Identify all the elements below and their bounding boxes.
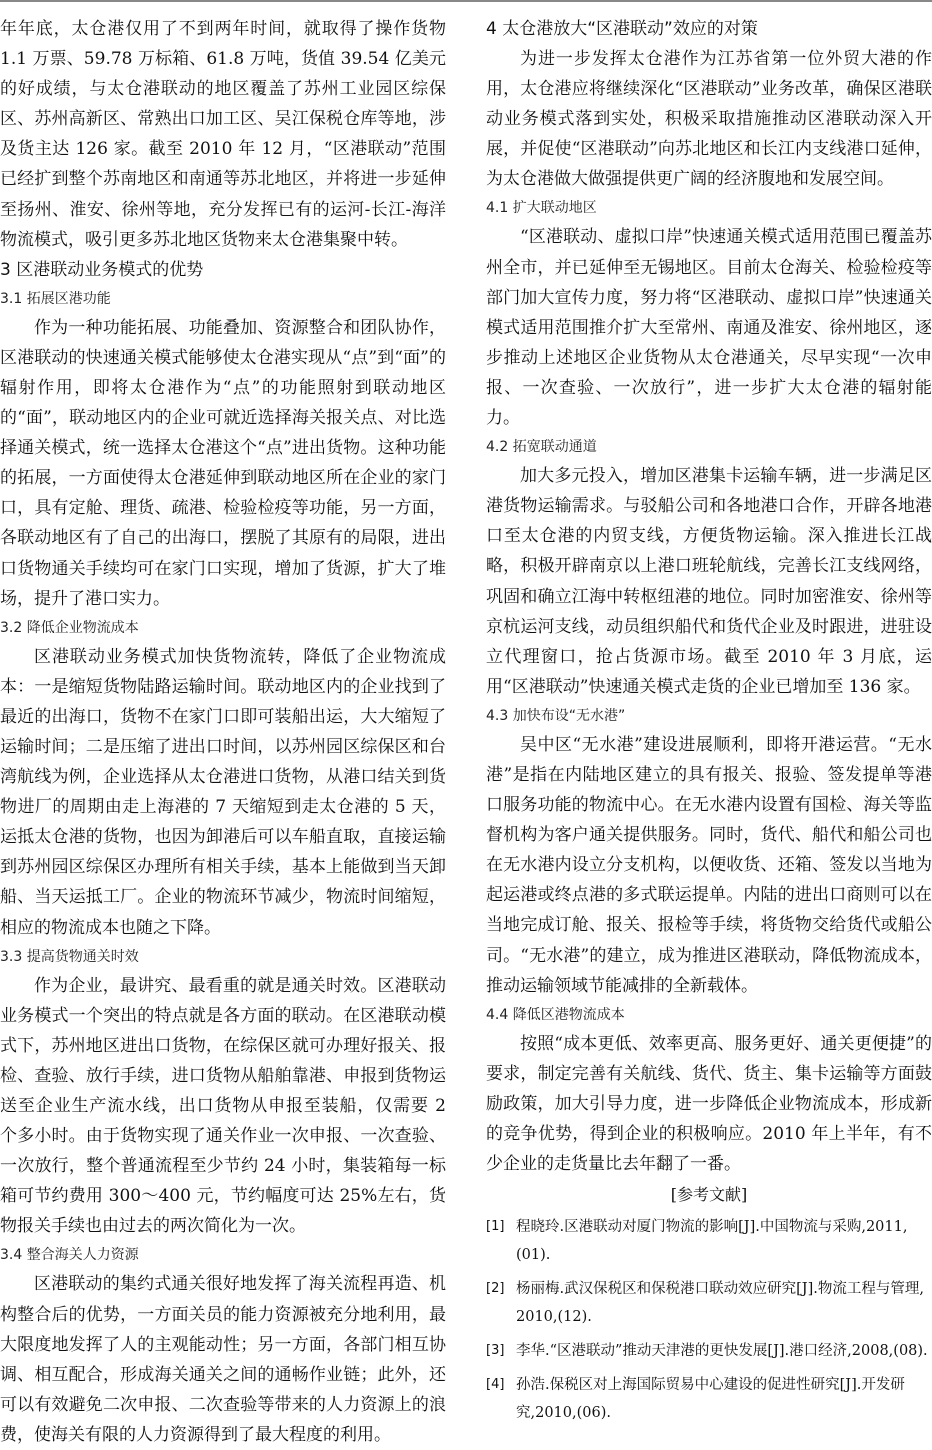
- subsection-4-1-heading: 4.1 扩大联动地区: [486, 200, 597, 217]
- left-column: [0, 14, 446, 1450]
- subsection-3-3-heading: 3.3 提高货物通关时效: [0, 948, 139, 965]
- subsection-3-4-heading: 3.4 整合海关人力资源: [0, 1247, 139, 1264]
- paragraph-4-1: “区港联动、虚拟口岸”快速通关模式适用范围已覆盖苏州全市，并已延伸至无锡地区。目前太仓海关、检验检疫等部门加大宣传力度，努力将“区港联动、虚拟口岸”快速通关模式适用范围推介扩大至常州、南通及淮安、徐州地区，逐步推动上述地区企业货物从太仓港通关，尽早实现“一次申报、一次查验、一次放行”，进一步扩大太仓港的辐射能力。: [486, 227, 932, 429]
- paragraph-3-4: 区港联动的集约式通关很好地发挥了海关流程再造、机构整合后的优势，一方面关员的能力资源被充分地利用，最大限度地发挥了人的主观能动性；另一方面，各部门相互协调、相互配合，形成海关通关之间的通畅作业链；此外，还可以有效避免二次申报、二次查验等带来的人力资源上的浪费，使海关有限的人力资源得到了最大程度的利用。: [0, 1274, 446, 1445]
- reference-text: 李华.“区港联动”推动天津港的更快发展[J].港口经济,2008,(08).: [516, 1343, 928, 1360]
- top-rule: [0, 0, 932, 2]
- reference-number: [3]: [486, 1343, 505, 1359]
- section-4-heading: 4 太仓港放大“区港联动”效应的对策: [486, 19, 758, 39]
- paragraph-4-3: 吴中区“无水港”建设进展顺利，即将开港运营。“无水港”是指在内陆地区建立的具有报关、报验、签发提单等港口服务功能的物流中心。在无水港内设置有国检、海关等监督机构为客户通关提供服务。同时，货代、船代和船公司也在无水港内设立分支机构，以便收货、还箱、签发以当地为起运港或终点港的多式联运提单。内陆的进出口商则可以在当地完成订舱、报关、报检等手续，将货物交给货代或船公司。“无水港”的建立，成为推进区港联动，降低物流成本，推动运输领域节能减排的全新载体。: [486, 734, 932, 996]
- reference-item: [486, 1337, 932, 1365]
- paragraph-4-2: 加大多元投入，增加区港集卡运输车辆，进一步满足区港货物运输需求。与驳船公司和各地港口合作，开辟各地港口至太仓港的内贸支线，方便货物运输。深入推进长江战略，积极开辟南京以上港口班轮航线，完善长江支线网络，巩固和确立江海中转枢纽港的地位。同时加密淮安、徐州等京杭运河支线，动员组织船代和货代企业及时跟进，进驻设立代理窗口，抢占货源市场。截至 2010 年 3 月底，运用“区港联动”快速通关模式走货的企业已增加至 136 家。: [486, 466, 932, 697]
- reference-number: [2]: [486, 1281, 505, 1297]
- reference-item: [486, 1213, 932, 1269]
- references-title: [参考文献]: [670, 1185, 748, 1205]
- subsection-3-1-heading: 3.1 拓展区港功能: [0, 290, 111, 307]
- subsection-4-4-heading: 4.4 降低区港物流成本: [486, 1006, 625, 1023]
- reference-text: 程晓玲.区港联动对厦门物流的影响[J].中国物流与采购,2011,(01).: [516, 1219, 908, 1264]
- right-column: [486, 14, 932, 1433]
- paragraph-4-4: 按照“成本更低、效率更高、服务更好、通关更便捷”的要求，制定完善有关航线、货代、货主、集卡运输等方面鼓励政策，加大引导力度，进一步降低企业物流成本，形成新的竞争优势，得到企业的积极响应。2010 年上半年，有不少企业的走货量比去年翻了一番。: [486, 1033, 932, 1175]
- reference-item: [486, 1275, 932, 1331]
- reference-number: [4]: [486, 1377, 505, 1393]
- paragraph-3-2: 区港联动业务模式加快货物流转，降低了企业物流成本：一是缩短货物陆路运输时间。联动地区内的企业找到了最近的出海口，货物不在家门口即可装船出运，大大缩短了运输时间；二是压缩了进出口时间，以苏州园区综保区和台湾航线为例，企业选择从太仓港进口货物，从港口结关到货物进厂的周期由走上海港的 7 天缩短到走太仓港的 5 天，运抵太仓港的货物，也因为卸港后可以车船直取，直接运输到苏州园区综保区办理所有相关手续，基本上能做到当天卸船、当天运抵工厂。企业的物流环节减少，物流时间缩短，相应的物流成本也随之下降。: [0, 646, 446, 938]
- paragraph-3-3: 作为企业，最讲究、最看重的就是通关时效。区港联动业务模式一个突出的特点就是各方面的联动。在区港联动模式下，苏州地区进出口货物，在综保区就可办理好报关、报检、查验、放行手续，进口货物从船舶靠港、申报到货物运送至企业生产流水线，出口货物从申报至装船，仅需要 2 个多小时。由于货物实现了通关作业一次申报、一次查验、一次放行，整个普通流程至少节约 24 小时，集装箱每一标箱可节约费用 300～400 元，节约幅度可达 25%左右，货物报关手续也由过去的两次简化为一次。: [0, 975, 446, 1237]
- paragraph-3-1: 作为一种功能拓展、功能叠加、资源整合和团队协作，区港联动的快速通关模式能够使太仓港实现从“点”到“面”的辐射作用，即将太仓港作为“点”的功能照射到联动地区的“面”，联动地区内的企业可就近选择海关报关点、对比选择通关模式，统一选择太仓港这个“点”进出货物。这种功能的拓展，一方面使得太仓港延伸到联动地区所在企业的家门口，具有定舱、理货、疏港、检验检疫等功能，另一方面，各联动地区有了自己的出海口，摆脱了其原有的局限，进出口货物通关手续均可在家门口实现，增加了货源，扩大了堆场，提升了港口实力。: [0, 317, 446, 609]
- subsection-4-2-heading: 4.2 拓宽联动通道: [486, 439, 597, 456]
- paragraph-4: 为进一步发挥太仓港作为江苏省第一位外贸大港的作用，太仓港应将继续深化“区港联动”业务改革，确保区港联动业务模式落到实处，积极采取措施推动区港联动深入开展，并促使“区港联动”向苏北地区和长江内支线港口延伸，为太仓港做大做强提供更广阔的经济腹地和发展空间。: [486, 49, 932, 190]
- intro-paragraph: 年年底，太仓港仅用了不到两年时间，就取得了操作货物 1.1 万票、59.78 万标箱、61.8 万吨，货值 39.54 亿美元的好成绩，与太仓港联动的地区覆盖了苏州工业园区综保区、苏州高新区、常熟出口加工区、吴江保税仓库等地，涉及货主达 126 家。截至 2010 年 12 月，“区港联动”范围已经扩到整个苏南地区和南通等苏北地区，并将进一步延伸至扬州、淮安、徐州等地，充分发挥已有的运河-长江-海洋物流模式，吸引更多苏北地区货物来太仓港集聚中转。: [0, 19, 446, 250]
- reference-text: 杨丽梅.武汉保税区和保税港口联动效应研究[J].物流工程与管理, 2010,(12).: [516, 1281, 924, 1326]
- reference-number: [1]: [486, 1219, 505, 1235]
- subsection-3-2-heading: 3.2 降低企业物流成本: [0, 619, 139, 636]
- section-3-heading: 3 区港联动业务模式的优势: [0, 259, 204, 280]
- reference-text: 孙浩.保税区对上海国际贸易中心建设的促进性研究[J].开发研究,2010,(06).: [516, 1377, 905, 1422]
- references-list: [486, 1213, 932, 1427]
- subsection-4-3-heading: 4.3 加快布设“无水港”: [486, 707, 626, 724]
- reference-item: [486, 1371, 932, 1427]
